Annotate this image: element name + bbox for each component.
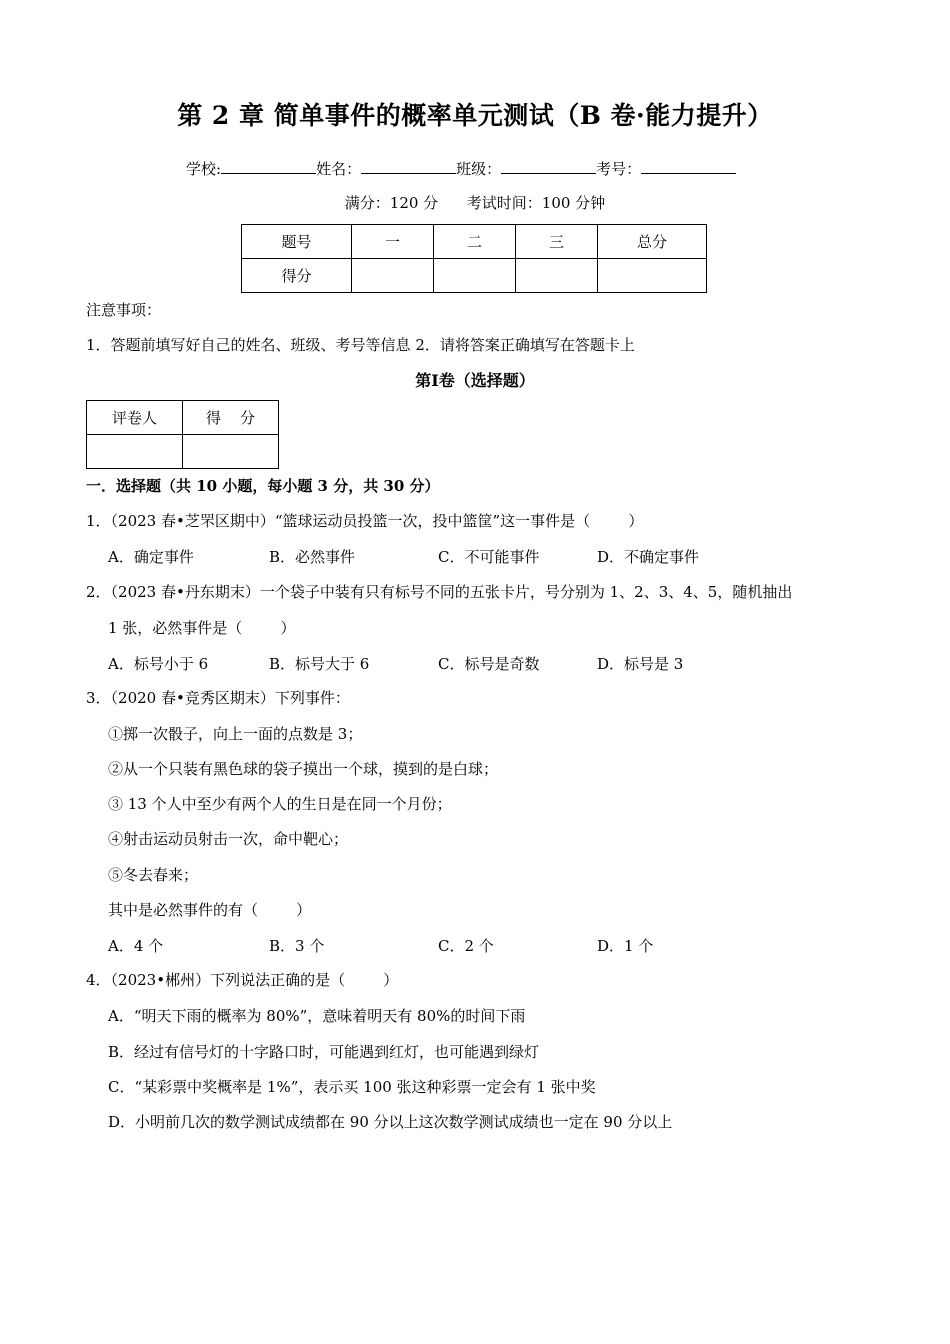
- question-3-item: ④射击运动员射击一次，命中靶心；: [108, 830, 349, 848]
- question-1-stem: 1．（2023 春•芝罘区期中）“篮球运动员投篮一次，投中篮筐”这一事件是（ ）: [86, 512, 644, 530]
- school-label: 学校:: [186, 160, 222, 178]
- question-3-option-a[interactable]: A．4 个: [108, 937, 164, 955]
- grader-name-cell[interactable]: [87, 435, 183, 469]
- page-title: 第 2 章 简单事件的概率单元测试（B 卷·能力提升）: [177, 101, 773, 130]
- question-2-option-a[interactable]: A．标号小于 6: [108, 655, 209, 673]
- question-3-option-b[interactable]: B．3 个: [269, 937, 325, 955]
- score-cell-2[interactable]: [434, 259, 516, 293]
- question-4-option-d[interactable]: D．小明前几次的数学测试成绩都在 90 分以上这次数学测试成绩也一定在 90 分以上: [108, 1113, 673, 1131]
- grader-score-cell[interactable]: [183, 435, 279, 469]
- score-table: [241, 224, 707, 293]
- score-table-header-row: [242, 225, 707, 259]
- question-3-option-d[interactable]: D．1 个: [597, 937, 654, 955]
- grader-table: [86, 400, 279, 469]
- exam-no-label: 考号：: [596, 160, 642, 178]
- name-blank[interactable]: [361, 158, 456, 174]
- question-1-option-a[interactable]: A．确定事件: [108, 548, 194, 566]
- question-2-option-d[interactable]: D．标号是 3: [597, 655, 684, 673]
- score-header-cell: 一: [352, 225, 434, 259]
- exam-no-blank[interactable]: [641, 158, 736, 174]
- question-3-option-c[interactable]: C．2 个: [438, 937, 494, 955]
- question-1-option-c[interactable]: C．不可能事件: [438, 548, 540, 566]
- student-info-line: [186, 158, 736, 179]
- score-header-cell: 二: [434, 225, 516, 259]
- question-1-option-d[interactable]: D．不确定事件: [597, 548, 700, 566]
- section-title: 一．选择题（共 10 小题，每小题 3 分，共 30 分）: [86, 477, 440, 495]
- question-3-item: ①掷一次骰子，向上一面的点数是 3；: [108, 725, 363, 743]
- score-table-score-row: [242, 259, 707, 293]
- grader-header-cell: 评卷人: [87, 401, 183, 435]
- question-2-stem-cont: 1 张，必然事件是（ ）: [108, 619, 296, 637]
- grader-header-row: [87, 401, 279, 435]
- notes-heading: 注意事项：: [86, 301, 162, 319]
- question-3-item: ②从一个只装有黑色球的袋子摸出一个球，摸到的是白球；: [108, 760, 499, 778]
- question-4-stem: 4．（2023•郴州）下列说法正确的是（ ）: [86, 971, 399, 989]
- score-header-cell: 总分: [598, 225, 707, 259]
- name-label: 姓名：: [316, 160, 362, 178]
- question-3-stem: 3．（2020 春•竞秀区期末）下列事件：: [86, 689, 350, 707]
- question-2-option-b[interactable]: B．标号大于 6: [269, 655, 370, 673]
- score-header-cell: 题号: [242, 225, 352, 259]
- score-cell-1[interactable]: [352, 259, 434, 293]
- question-2-stem: 2．（2023 春•丹东期末）一个袋子中装有只有标号不同的五张卡片，号分别为 1、2、3、4、5，随机抽出: [86, 583, 793, 601]
- score-cell-total[interactable]: [598, 259, 707, 293]
- question-3-item: ⑤冬去春来；: [108, 866, 199, 884]
- question-1-option-b[interactable]: B．必然事件: [269, 548, 356, 566]
- question-4-option-b[interactable]: B．经过有信号灯的十字路口时，可能遇到红灯，也可能遇到绿灯: [108, 1043, 540, 1061]
- question-4-option-a[interactable]: A．“明天下雨的概率为 80%”，意味着明天有 80%的时间下雨: [108, 1007, 526, 1025]
- question-4-option-c[interactable]: C．“某彩票中奖概率是 1%”，表示买 100 张这种彩票一定会有 1 张中奖: [108, 1078, 596, 1096]
- score-header-cell: 三: [516, 225, 598, 259]
- class-blank[interactable]: [501, 158, 596, 174]
- question-3-item: ③ 13 个人中至少有两个人的生日是在同一个月份；: [108, 795, 452, 813]
- part1-title: 第Ⅰ卷（选择题）: [415, 371, 535, 390]
- score-cell-3[interactable]: [516, 259, 598, 293]
- notes-text: 1．答题前填写好自己的姓名、班级、考号等信息 2．请将答案正确填写在答题卡上: [86, 336, 635, 354]
- grader-header-cell: 得 分: [183, 401, 279, 435]
- question-3-prompt: 其中是必然事件的有（ ）: [108, 901, 312, 919]
- grader-input-row: [87, 435, 279, 469]
- score-row-label: 得分: [242, 259, 352, 293]
- score-time-line: 满分：120 分 考试时间：100 分钟: [344, 194, 606, 212]
- class-label: 班级：: [456, 160, 502, 178]
- question-2-option-c[interactable]: C．标号是奇数: [438, 655, 540, 673]
- school-blank[interactable]: [221, 158, 316, 174]
